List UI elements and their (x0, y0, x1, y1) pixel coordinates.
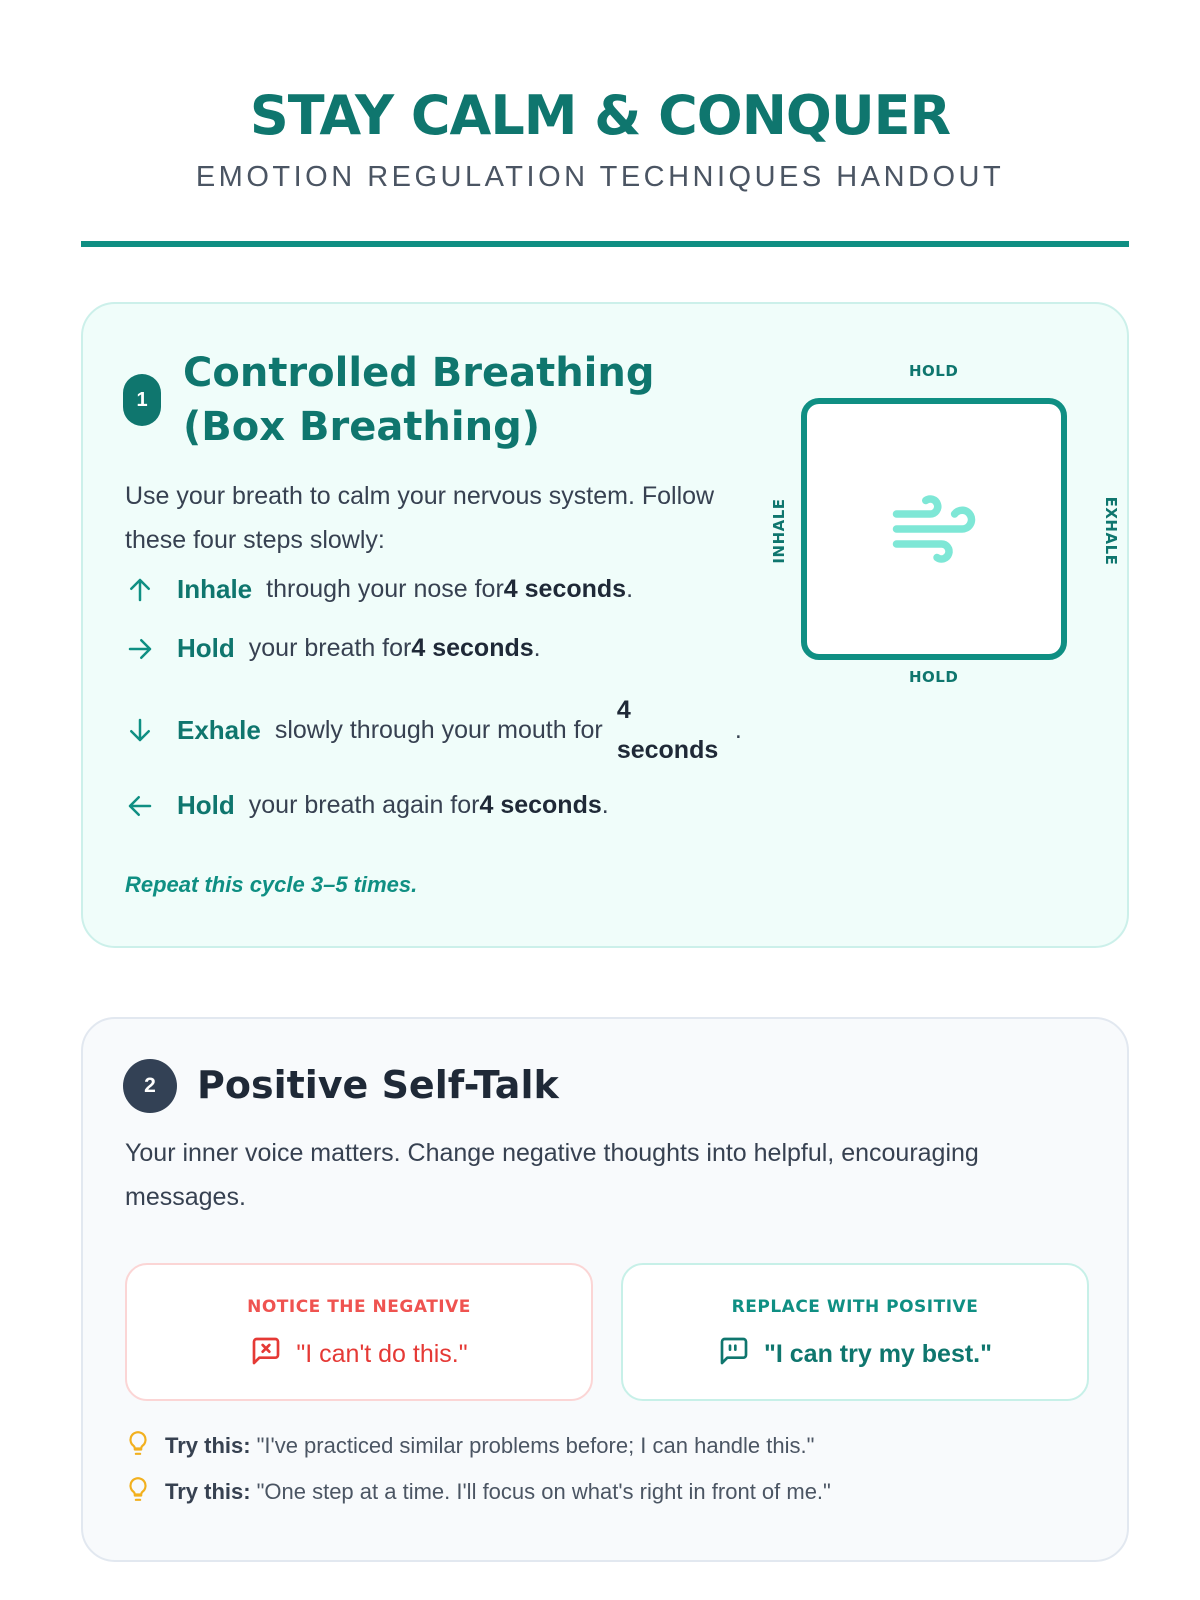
section-title: Positive Self-Talk (197, 1063, 559, 1107)
step-text: your breath again for (248, 791, 480, 819)
step-duration: 4 seconds (411, 634, 534, 662)
positive-quote (623, 1335, 1087, 1374)
lightbulb-icon (125, 1475, 165, 1509)
step-keyword: Inhale (177, 574, 253, 604)
negative-quote (127, 1335, 591, 1374)
step-duration: 4 seconds (616, 696, 719, 764)
arrow-right-icon (125, 634, 155, 664)
step-end: . (734, 715, 742, 744)
negative-label: NOTICE THE NEGATIVE (247, 1297, 471, 1317)
tip-item (125, 1429, 814, 1463)
arrow-left-icon (125, 791, 155, 821)
step-text: your breath for (248, 634, 412, 662)
tip-text: "One step at a time. I'll focus on what's right in front of me." (256, 1479, 831, 1504)
step-keyword: Exhale (177, 714, 261, 745)
breathing-card (81, 302, 1129, 948)
page-title: STAY CALM & CONQUER (249, 84, 951, 147)
positive-label: REPLACE WITH POSITIVE (731, 1297, 979, 1317)
box-breathing-diagram (801, 398, 1067, 660)
message-x-icon (250, 1335, 296, 1374)
step-end: . (533, 634, 541, 662)
wind-icon (879, 484, 989, 574)
step-keyword: Hold (177, 790, 235, 820)
step-end: . (626, 575, 634, 603)
page-subtitle: EMOTION REGULATION TECHNIQUES HANDOUT (195, 161, 1005, 193)
message-quote-icon (718, 1335, 764, 1374)
header-divider (81, 241, 1129, 247)
repeat-note: Repeat this cycle 3–5 times. (125, 872, 418, 897)
arrow-down-icon (125, 715, 155, 745)
step-hold-again (125, 790, 609, 821)
section-title: Controlled Breathing (Box Breathing) (183, 350, 655, 450)
diagram-label-left: INHALE (770, 498, 788, 564)
step-exhale (125, 690, 742, 770)
section-intro: Use your breath to calm your nervous system. Follow these four steps slowly: (125, 482, 715, 554)
diagram-label-top: HOLD (909, 362, 959, 380)
arrow-up-icon (125, 575, 155, 605)
step-keyword: Hold (177, 633, 235, 663)
step-text: slowly through your mouth for (274, 716, 603, 744)
step-duration: 4 seconds (479, 791, 602, 819)
diagram-label-bottom: HOLD (909, 668, 959, 686)
tip-item (125, 1475, 831, 1509)
diagram-label-right: EXHALE (1102, 496, 1120, 566)
section-intro: Your inner voice matters. Change negative thoughts into helpful, encouraging messages. (125, 1139, 979, 1211)
tip-label: Try this: (165, 1479, 251, 1504)
step-text: through your nose for (266, 575, 504, 603)
section-number-badge: 1 (123, 374, 161, 426)
negative-thought-card (125, 1263, 593, 1401)
lightbulb-icon (125, 1429, 165, 1463)
self-talk-card (81, 1017, 1129, 1562)
section-number-badge: 2 (123, 1059, 177, 1113)
step-end: . (601, 791, 609, 819)
step-duration: 4 seconds (503, 575, 627, 603)
negative-quote-text: "I can't do this." (296, 1340, 468, 1368)
step-hold (125, 633, 541, 664)
positive-thought-card (621, 1263, 1089, 1401)
tip-text: "I've practiced similar problems before; I can handle this." (256, 1433, 815, 1458)
tip-label: Try this: (165, 1433, 251, 1458)
step-inhale (125, 574, 633, 605)
page-header (0, 0, 1200, 194)
positive-quote-text: "I can try my best." (764, 1340, 992, 1368)
